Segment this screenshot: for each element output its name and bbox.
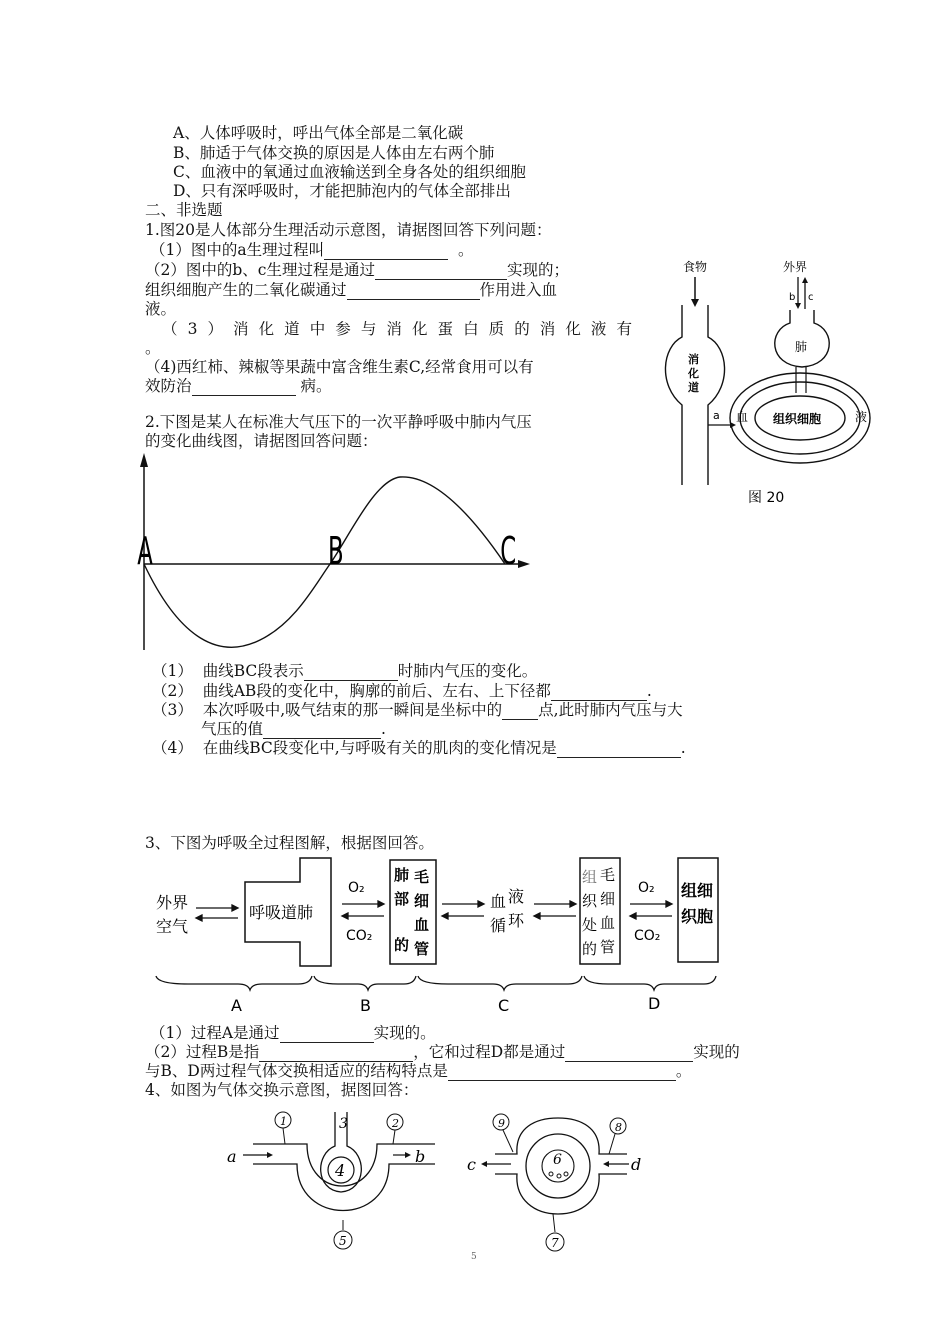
num-1: 1 xyxy=(280,1115,287,1128)
digestive-char-3: 道 xyxy=(688,381,699,394)
b-label: b xyxy=(789,292,796,303)
q2-item-3 xyxy=(152,701,683,720)
q1-part2b-post: 作用进入血 xyxy=(479,281,558,299)
q1-part2-line3: 液。 xyxy=(145,300,177,318)
q3-part2b-post: 。 xyxy=(675,1062,692,1080)
y-axis-arrowhead xyxy=(140,453,148,467)
num-4: 4 xyxy=(335,1161,346,1180)
exchange-arrows-5 xyxy=(630,901,672,919)
q2-item-3b-post: . xyxy=(381,720,386,738)
answer-blank[interactable] xyxy=(502,704,538,720)
q3-part2 xyxy=(145,1043,740,1062)
q1-part4b-pre: 效防治 xyxy=(145,377,192,395)
organelle xyxy=(549,1172,553,1176)
c-label: c xyxy=(808,292,814,303)
alv-right-3: 血 xyxy=(414,916,430,934)
x-axis-arrowhead xyxy=(518,560,530,568)
food-arrowhead xyxy=(691,299,699,307)
brace-label-d: D xyxy=(648,994,661,1013)
brace-d xyxy=(584,976,716,990)
organelle xyxy=(557,1174,561,1178)
choice-d: D、只有深呼吸时，才能把肺泡内的气体全部排出 xyxy=(173,182,511,200)
digestive-char-2: 化 xyxy=(688,367,699,380)
cells-line2: 织胞 xyxy=(681,907,714,926)
q2-item-num: （2） xyxy=(152,682,193,700)
q2-item-1 xyxy=(152,662,537,681)
choice-a: A、人体呼吸时，呼出气体全部是二氧化碳 xyxy=(173,124,464,142)
q2-item-4-post: . xyxy=(680,739,686,757)
exchange-arrows-3 xyxy=(442,901,484,919)
answer-blank[interactable] xyxy=(565,1046,693,1062)
brace-label-c: C xyxy=(498,996,510,1015)
q1-part4b-post: 病。 xyxy=(300,377,332,395)
answer-blank[interactable] xyxy=(263,723,381,739)
circ-right-2: 环 xyxy=(508,911,525,930)
respiration-process-figure xyxy=(148,852,723,1017)
tissue-label: 组织细胞 xyxy=(773,412,822,426)
figure-20-caption: 图 20 xyxy=(748,490,785,506)
outside-label: 外界 xyxy=(783,260,808,274)
choice-b: B、肺适于气体交换的原因是人体由左右两个肺 xyxy=(173,144,495,162)
q3-part2-pre: （2）过程B是指 xyxy=(145,1043,260,1061)
q2-item-num: （3） xyxy=(152,701,193,719)
q1-part3-line2: 。 xyxy=(145,339,161,357)
lung-label: 肺 xyxy=(795,340,808,354)
a-label: a xyxy=(713,409,720,422)
q2-item-2-post: . xyxy=(646,682,652,700)
arrow-c-head xyxy=(481,1161,487,1167)
leader-8 xyxy=(609,1134,615,1154)
num-6: 6 xyxy=(553,1152,562,1168)
c-arrowhead xyxy=(802,277,808,283)
tis-right-1: 毛 xyxy=(600,866,616,884)
blood-label: 血 xyxy=(736,410,749,424)
q3-part1 xyxy=(150,1024,436,1043)
answer-blank[interactable] xyxy=(448,1065,676,1081)
q3-part1-post: 实现的。 xyxy=(373,1024,436,1042)
pressure-curve xyxy=(144,477,505,647)
num-2: 2 xyxy=(392,1117,399,1130)
outside-air-line1: 外界 xyxy=(156,893,189,912)
tis-left-4: 的 xyxy=(582,940,598,958)
answer-blank[interactable] xyxy=(324,244,448,260)
q2-item-num: （4） xyxy=(152,739,193,757)
exchange-arrows-2 xyxy=(342,901,384,919)
tis-left-1: 组 xyxy=(582,868,598,886)
q2-item-3b-pre: 气压的值 xyxy=(201,720,264,738)
answer-blank[interactable] xyxy=(280,1027,374,1043)
b-arrowhead xyxy=(795,303,801,309)
answer-blank[interactable] xyxy=(347,284,480,300)
q3-part2-mid: ，它和过程D都是通过 xyxy=(413,1043,566,1061)
circ-left-2: 循 xyxy=(490,916,507,935)
label-d: d xyxy=(631,1155,642,1174)
q1-part4-line2 xyxy=(145,377,331,396)
digestive-char-1: 消 xyxy=(688,353,699,366)
brace-a xyxy=(156,976,312,990)
q3-part2-line2 xyxy=(145,1062,691,1081)
o2-label-2: O₂ xyxy=(638,880,655,896)
cells-line1: 组细 xyxy=(681,881,714,900)
pressure-curve-chart xyxy=(130,445,540,655)
q1-part1-pre: （1）图中的a生理过程叫 xyxy=(150,241,325,259)
answer-blank[interactable] xyxy=(375,264,507,280)
q4-stem: 4、如图为气体交换示意图，据图回答： xyxy=(145,1081,419,1099)
q1-part2 xyxy=(145,261,569,280)
co2-label-1: CO₂ xyxy=(346,928,373,944)
page-number: 5 xyxy=(471,1252,477,1262)
organelle xyxy=(564,1172,568,1176)
label-a: a xyxy=(227,1147,237,1166)
answer-blank[interactable] xyxy=(551,685,647,701)
gas-exchange-figure xyxy=(215,1108,655,1258)
alv-right-1: 毛 xyxy=(414,868,430,886)
leader-2 xyxy=(393,1130,395,1144)
q2-stem-line1: 2.下图是某人在标准大气压下的一次平静呼吸中肺内气压 xyxy=(145,413,532,431)
airway-lung-label: 呼吸道肺 xyxy=(249,903,314,922)
q1-part2-post: 实现的； xyxy=(506,261,569,279)
q1-part4: （4)西红柿、辣椒等果蔬中富含维生素C,经常食用可以有 xyxy=(145,358,534,376)
q2-item-3-post: 点,此时肺内气压与大 xyxy=(538,701,683,719)
leader-7 xyxy=(553,1214,555,1232)
arrow-d-head xyxy=(603,1161,609,1167)
alv-right-2: 细 xyxy=(414,892,430,910)
arrow-a-head xyxy=(267,1152,273,1158)
num-7: 7 xyxy=(551,1236,559,1250)
food-label: 食物 xyxy=(683,260,708,274)
q2-item-4-pre: 在曲线BC段变化中,与呼吸有关的肌肉的变化情况是 xyxy=(202,739,557,757)
fluid-label: 液 xyxy=(855,410,868,424)
q1-part3: （3）消化道中参与消化蛋白质的消化液有 xyxy=(162,320,632,338)
exchange-arrows-1 xyxy=(196,905,238,921)
section-title: 二、非选题 xyxy=(145,201,223,219)
num-8: 8 xyxy=(615,1121,622,1134)
num-9: 9 xyxy=(498,1117,505,1130)
choice-c: C、血液中的氧通过血液输送到全身各处的组织细胞 xyxy=(173,163,526,181)
tis-right-2: 细 xyxy=(600,890,616,908)
q1-part2-pre: （2）图中的b、c生理过程是通过 xyxy=(145,261,375,279)
tis-right-3: 血 xyxy=(600,914,616,932)
q2-item-3-pre: 本次呼吸中,吸气结束的那一瞬间是坐标中的 xyxy=(202,701,503,719)
o2-label-1: O₂ xyxy=(348,880,365,896)
q1-part2b-pre: 组织细胞产生的二氧化碳通过 xyxy=(145,281,347,299)
co2-label-2: CO₂ xyxy=(634,928,661,944)
q1-stem: 1.图20是人体部分生理活动示意图，请据图回答下列问题： xyxy=(145,221,552,239)
answer-blank[interactable] xyxy=(304,665,398,681)
circ-right-1: 液 xyxy=(508,887,525,906)
q2-item-2 xyxy=(152,682,652,701)
q3-part2-post: 实现的 xyxy=(693,1043,740,1061)
figure-20 xyxy=(650,255,890,515)
q3-part2b-pre: 与B、D两过程气体交换相适应的结构特点是 xyxy=(145,1062,448,1080)
num-5: 5 xyxy=(339,1234,347,1248)
q2-item-3-line2 xyxy=(201,720,386,739)
alv-left-1: 肺 xyxy=(394,866,410,884)
q2-item-1-post: 时肺内气压的变化。 xyxy=(397,662,538,680)
circ-left-1: 血 xyxy=(490,892,507,911)
brace-b xyxy=(314,976,416,990)
q3-part1-pre: （1）过程A是通过 xyxy=(150,1024,280,1042)
lung-outline xyxy=(775,310,829,367)
tis-left-2: 织 xyxy=(582,892,598,910)
alv-right-4: 管 xyxy=(414,940,430,958)
leader-1 xyxy=(283,1128,285,1144)
outside-air-line2: 空气 xyxy=(156,917,189,936)
q1-part1 xyxy=(150,241,473,260)
leader-9 xyxy=(503,1130,513,1152)
q3-stem: 3、下图为呼吸全过程图解，根据图回答。 xyxy=(145,834,434,852)
point-c-label: C xyxy=(500,530,517,574)
exchange-arrows-4 xyxy=(534,901,576,919)
answer-blank[interactable] xyxy=(259,1046,413,1062)
answer-blank[interactable] xyxy=(557,742,681,758)
point-b-label: B xyxy=(328,530,344,574)
alv-left-2: 部 xyxy=(394,890,410,908)
q2-item-4 xyxy=(152,739,686,758)
answer-blank[interactable] xyxy=(192,380,296,396)
brace-label-a: A xyxy=(231,996,242,1015)
q1-part1-post: 。 xyxy=(457,241,474,259)
tis-left-3: 处 xyxy=(582,916,598,934)
q2-item-2-pre: 曲线AB段的变化中，胸廓的前后、左右、上下径都 xyxy=(202,682,551,700)
brace-c xyxy=(418,976,582,990)
q2-item-1-pre: 曲线BC段表示 xyxy=(202,662,304,680)
q2-item-num: （1） xyxy=(152,662,193,680)
alv-left-3: 的 xyxy=(394,936,410,954)
tis-right-4: 管 xyxy=(600,938,616,956)
q1-part2-line2 xyxy=(145,281,557,300)
digestive-tract xyxy=(665,305,724,485)
label-c: c xyxy=(467,1155,476,1174)
q2-stem-line2: 的变化曲线图，请据图回答问题： xyxy=(145,432,378,450)
point-a-label: A xyxy=(137,530,153,574)
num-3: 3 xyxy=(339,1116,348,1132)
brace-label-b: B xyxy=(360,996,371,1015)
label-b: b xyxy=(415,1147,426,1166)
arrow-b-head xyxy=(405,1152,411,1158)
